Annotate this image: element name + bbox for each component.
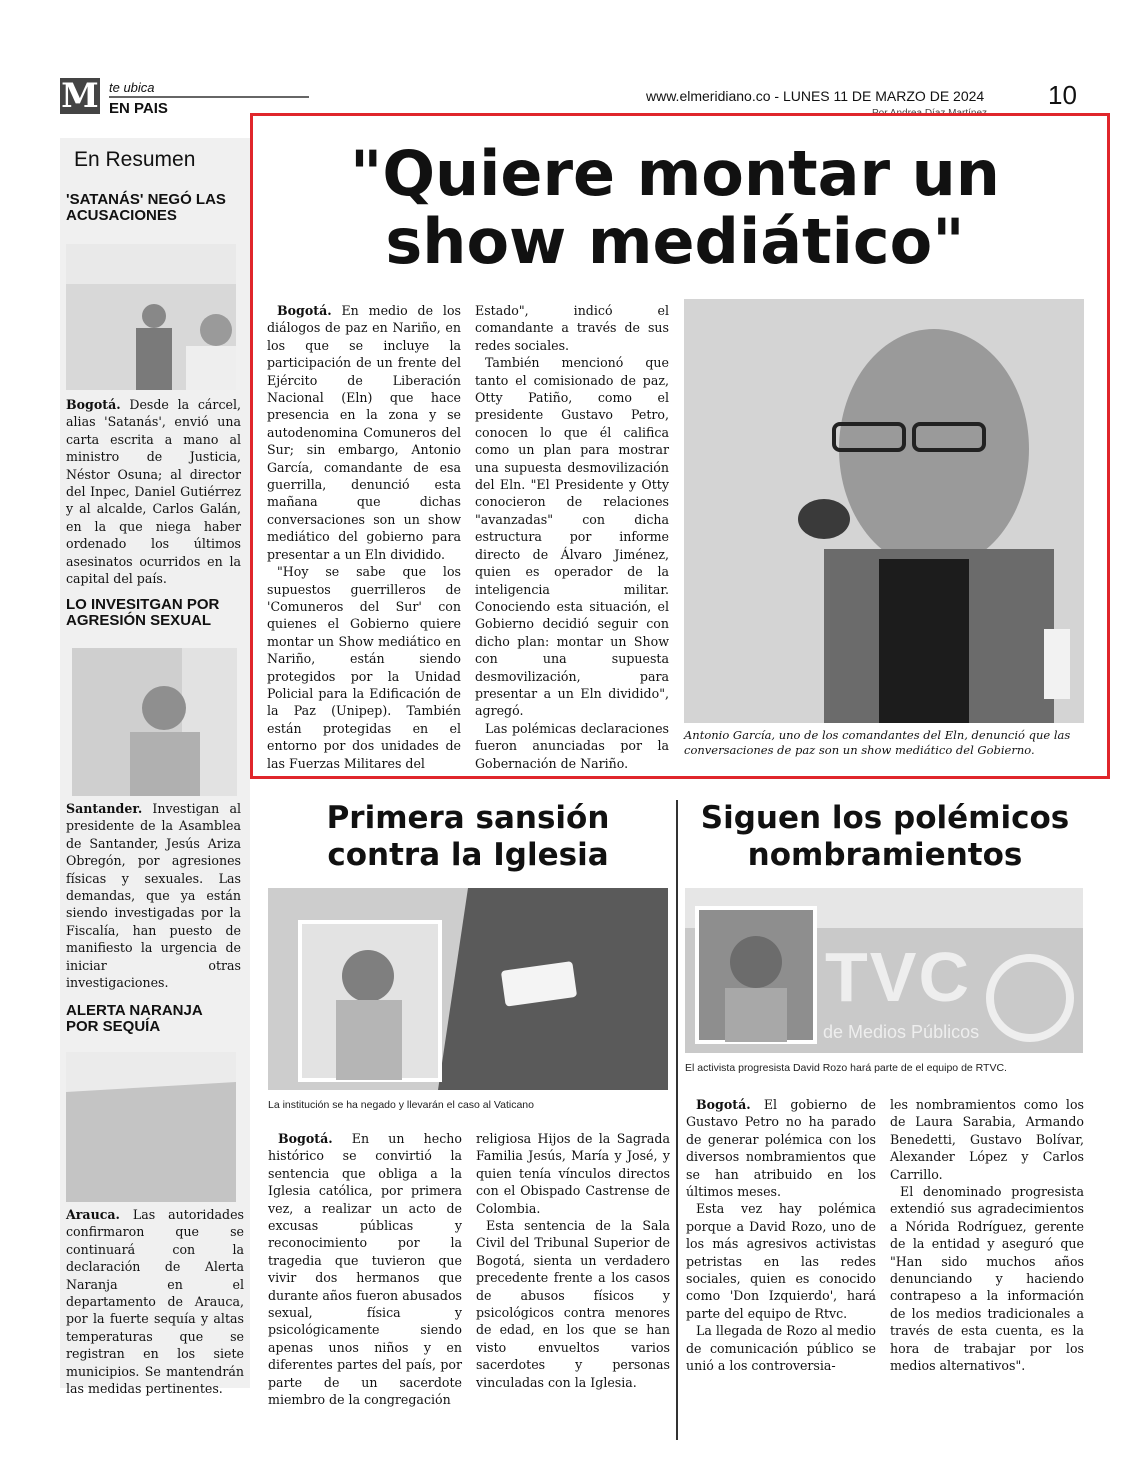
- main-story-p1: En medio de los diálogos de paz en Nariño, en los que se incluye la participación de un frente del Ejército de Liberación Nacional (Eln) que hace presencia en la zona y se autodenomina Comuneros del Sur; sin embargo, Antonio García, comandante de esa guerrilla, denunció esta mañana que dichas conversaciones son un show mediático del gobierno para presentar a un Eln dividido.: [267, 303, 461, 562]
- sidebar-heading: LO INVESITGAN POR AGRESIÓN SEXUAL: [66, 596, 220, 629]
- section-label: EN PAIS: [109, 100, 168, 117]
- column-divider: [676, 800, 678, 1440]
- person-photo-icon: [72, 648, 237, 796]
- sidebar-photo-satanas: [66, 244, 236, 390]
- sidebar-item-text: [66, 396, 241, 587]
- sidebar-item-text: [66, 800, 241, 991]
- main-story-p5: Las polémicas declaraciones fueron anunciadas por la Gobernación de Nariño.: [475, 720, 669, 771]
- left-story-col2: [476, 1130, 670, 1391]
- landscape-photo-icon: [66, 1052, 236, 1202]
- page-number: 10: [1048, 80, 1077, 110]
- right-story-headline: Siguen los polémicos nombramientos: [700, 800, 1070, 873]
- logo-letter: M: [61, 76, 99, 116]
- left-story-p2: religiosa Hijos de la Sagrada Familia Jesús, María y José, y quien tenía vínculos directos con el Obispado Castrense de Colombia.: [476, 1131, 670, 1216]
- right-story-p1: El gobierno de Gustavo Petro no ha parado de generar polémica con los diversos nombramientos que se han atribuido en los últimos meses.: [686, 1097, 876, 1200]
- main-headline: "Quiere montar un show mediático": [350, 137, 1000, 278]
- main-story-caption: Antonio García, uno de los comandantes del Eln, denunció que las conversaciones de paz son un show mediático del Gobierno.: [684, 728, 1071, 757]
- sidebar-title: En Resumen: [74, 148, 196, 171]
- main-story-p2: "Hoy se sabe que los supuestos guerrilleros de 'Comuneros del Sur' con quienes el Gobierno quiere montar un Show mediático en Nariño, están siendo protegidos por la Unidad Policial para la Edificación de la Paz (Unipep). También están protegidas en el entorno por dos unidades de las Fuerzas Militares del: [267, 564, 461, 771]
- main-story-lead: Bogotá.: [277, 303, 332, 318]
- left-story-p3: Esta sentencia de la Sala Civil del Tribunal Superior de Bogotá, sienta un verdadero precedente frente a los casos de abusos físicos y psicológicos contra menores de edad, en los que se han visto envueltos varios sacerdotes y personas vinculadas con la Iglesia.: [476, 1218, 670, 1390]
- left-story-col1: [268, 1130, 462, 1409]
- sidebar-item-body: Las autoridades confirmaron que se continuará con la declaración de Alerta Naranja en el departamento de Arauca, por la fuerte sequía y altas temperaturas que se registran en los siete municipios. Se mantendrán las medidas pertinentes.: [66, 1207, 244, 1397]
- right-story-p4: les nombramientos como los de Laura Sarabia, Armando Benedetti, Gustavo Bolívar, Alexander López y Carlos Carrillo.: [890, 1097, 1084, 1182]
- sidebar-item-text: [66, 1206, 244, 1397]
- right-story-caption: El activista progresista David Rozo hará parte de el equipo de RTVC.: [685, 1062, 1007, 1074]
- right-story-p5: El denominado progresista extendió sus agradecimientos a Nórida Rodríguez, gerente de la entidad y aseguró que "Han sido muchos años denunciando y haciendo contrapeso a la información de los medios tradicionales a través de esta cuenta, es la hora de trabajar por los medios alternativos".: [890, 1184, 1084, 1374]
- sidebar-heading-text: ALERTA NARANJA POR SEQUÍA: [66, 1002, 203, 1035]
- right-story-col1: [686, 1096, 876, 1375]
- right-story-photo: [685, 888, 1083, 1053]
- site-date: www.elmeridiano.co - LUNES 11 DE MARZO DE 2024: [646, 88, 985, 104]
- section-rule: [109, 96, 309, 98]
- right-story-col2: [890, 1096, 1084, 1375]
- main-story-photo: [684, 299, 1084, 723]
- main-story-p4: También mencionó que tanto el comisionado de paz, Otty Patiño, como el presidente Gustavo Petro, conocen lo que él califica como un plan para mostrar una supuesta desmovilización del Eln. "El Presidente y Otty conocieron de relaciones "avanzadas" con dicha estructura por informe directo de Álvaro Jiménez, quien es operador de la inteligencia militar. Conociendo esta situación, el Gobierno decidió seguir con dicho plan: montar un Show con una supuesta desmovilización, para presentar a un Eln dividido", agregó.: [475, 355, 669, 719]
- right-story-p3: La llegada de Rozo al medio de comunicación público se unió a los controversia-: [686, 1323, 876, 1374]
- left-story-headline: Primera sansión contra la Iglesia: [326, 800, 610, 873]
- people-photo-icon: [66, 244, 236, 390]
- left-story-p1: En un hecho histórico se convirtió la sentencia que obliga a la Iglesia católica, por primera vez, a realizar un acto de excusas públicas y reconocimiento por la tragedia que tuvieron que vivir dos hermanos que durante años fueron abusados sexual, física y psicológicamente siendo apenas unos niños y en diferentes partes del país, por parte de un sacerdote miembro de la congregación: [268, 1131, 462, 1408]
- sidebar-heading: 'SATANÁS' NEGÓ LAS ACUSACIONES: [66, 191, 226, 224]
- sidebar-item-lead: Bogotá.: [66, 397, 121, 412]
- main-story-col1: [267, 302, 461, 772]
- section-kicker: te ubica: [109, 80, 155, 95]
- sidebar-heading: [66, 1003, 206, 1035]
- speaker-photo-icon: [684, 299, 1084, 723]
- sidebar-item-body: Investigan al presidente de la Asamblea de Santander, Jesús Ariza Obregón, por agresiones físicas y sexuales. Las demandas, que ya están siendo investigadas por la Fiscalía, han puesto de manifiesto la urgencia de iniciar otras investigaciones.: [66, 801, 241, 991]
- right-story-p2: Esta vez hay polémica porque a David Rozo, uno de los más agresivos activistas petristas en las redes sociales, quien es conocido como 'Don Izquierdo', hará parte del equipo de Rtvc.: [686, 1201, 876, 1321]
- sidebar-photo-drought: [66, 1052, 236, 1202]
- left-story-photo: [268, 888, 668, 1090]
- priest-collar-photo-icon: [268, 888, 668, 1090]
- rtvc-sign: TVC: [825, 938, 971, 1016]
- rtvc-sign-sub: de Medios Públicos: [823, 1022, 980, 1042]
- byline: Por Andrea Díaz Martínez: [872, 108, 988, 116]
- masthead-logo: [60, 78, 100, 114]
- left-story-lead: Bogotá.: [278, 1131, 333, 1146]
- sidebar-photo-ariza: [72, 648, 237, 796]
- sidebar-item-lead: Santander.: [66, 801, 143, 816]
- main-story-p3: Estado", indicó el comandante a través de sus redes sociales.: [475, 303, 669, 353]
- right-story-lead: Bogotá.: [696, 1097, 751, 1112]
- sidebar-item-body: Desde la cárcel, alias 'Satanás', envió una carta escrita a mano al ministro de Justicia, Néstor Osuna; al director del Inpec, Daniel Gutiérrez y al alcalde, Carlos Galán, en la que niega haber ordenado los últimos asesinatos ocurridos en la capital del país.: [66, 397, 241, 587]
- sidebar-item-lead: Arauca.: [66, 1207, 120, 1222]
- left-story-caption: La institución se ha negado y llevarán el caso al Vaticano: [268, 1099, 534, 1111]
- main-story-col2: [475, 302, 669, 772]
